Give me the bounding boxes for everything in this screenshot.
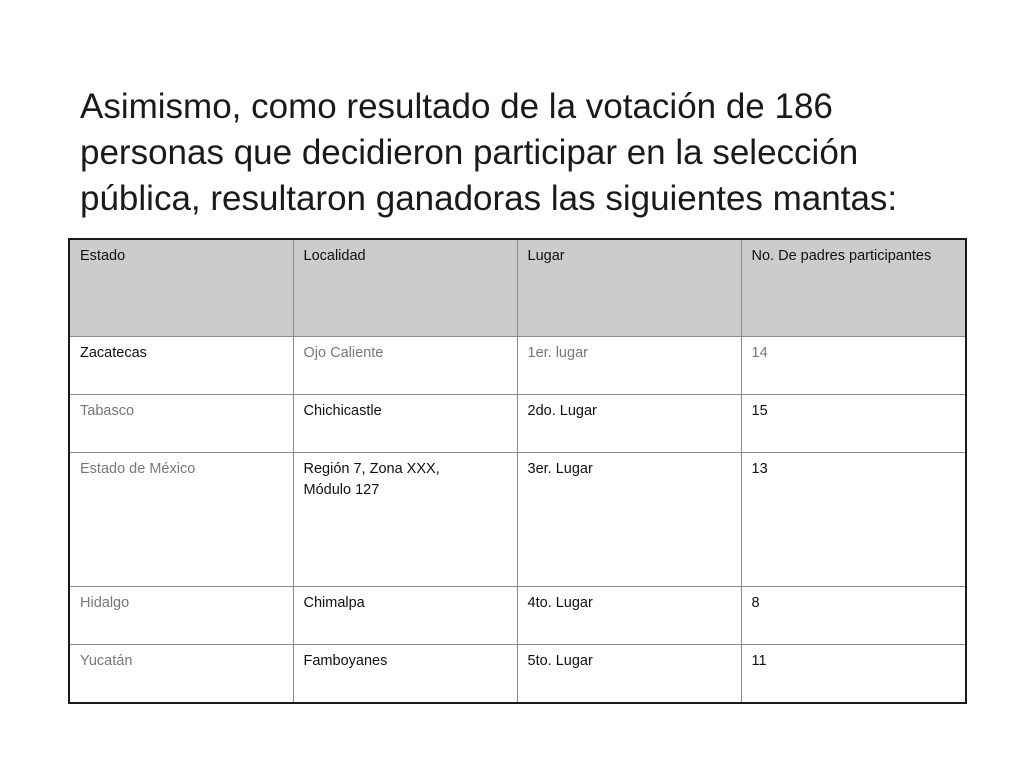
cell-localidad: Chimalpa xyxy=(293,587,517,645)
cell-estado: Tabasco xyxy=(69,395,293,453)
table-body xyxy=(69,337,966,704)
cell-estado: Yucatán xyxy=(69,645,293,704)
cell-lugar: 5to. Lugar xyxy=(517,645,741,704)
cell-localidad: Famboyanes xyxy=(293,645,517,704)
table-row xyxy=(69,645,966,704)
table-row xyxy=(69,337,966,395)
header-row xyxy=(69,239,966,337)
cell-padres: 8 xyxy=(741,587,966,645)
cell-lugar: 2do. Lugar xyxy=(517,395,741,453)
results-table xyxy=(68,238,967,704)
header-lugar: Lugar xyxy=(517,239,741,337)
cell-localidad: Chichicastle xyxy=(293,395,517,453)
cell-estado: Hidalgo xyxy=(69,587,293,645)
table-row xyxy=(69,453,966,587)
cell-estado: Zacatecas xyxy=(69,337,293,395)
cell-padres: 11 xyxy=(741,645,966,704)
cell-padres: 13 xyxy=(741,453,966,587)
cell-lugar: 3er. Lugar xyxy=(517,453,741,587)
cell-padres: 14 xyxy=(741,337,966,395)
header-localidad: Localidad xyxy=(293,239,517,337)
slide-title: Asimismo, como resultado de la votación de 186 personas que decidieron participar en la selección pública, resultaron ganadoras las siguientes mantas: xyxy=(80,87,898,218)
header-estado: Estado xyxy=(69,239,293,337)
header-padres-participantes: No. De padres participantes xyxy=(741,239,966,337)
cell-lugar: 1er. lugar xyxy=(517,337,741,395)
table-row xyxy=(69,395,966,453)
cell-padres: 15 xyxy=(741,395,966,453)
table-row xyxy=(69,587,966,645)
cell-lugar: 4to. Lugar xyxy=(517,587,741,645)
cell-localidad: Región 7, Zona XXX, Módulo 127 xyxy=(293,453,517,587)
table-header xyxy=(69,239,966,337)
cell-estado: Estado de México xyxy=(69,453,293,587)
cell-localidad: Ojo Caliente xyxy=(293,337,517,395)
